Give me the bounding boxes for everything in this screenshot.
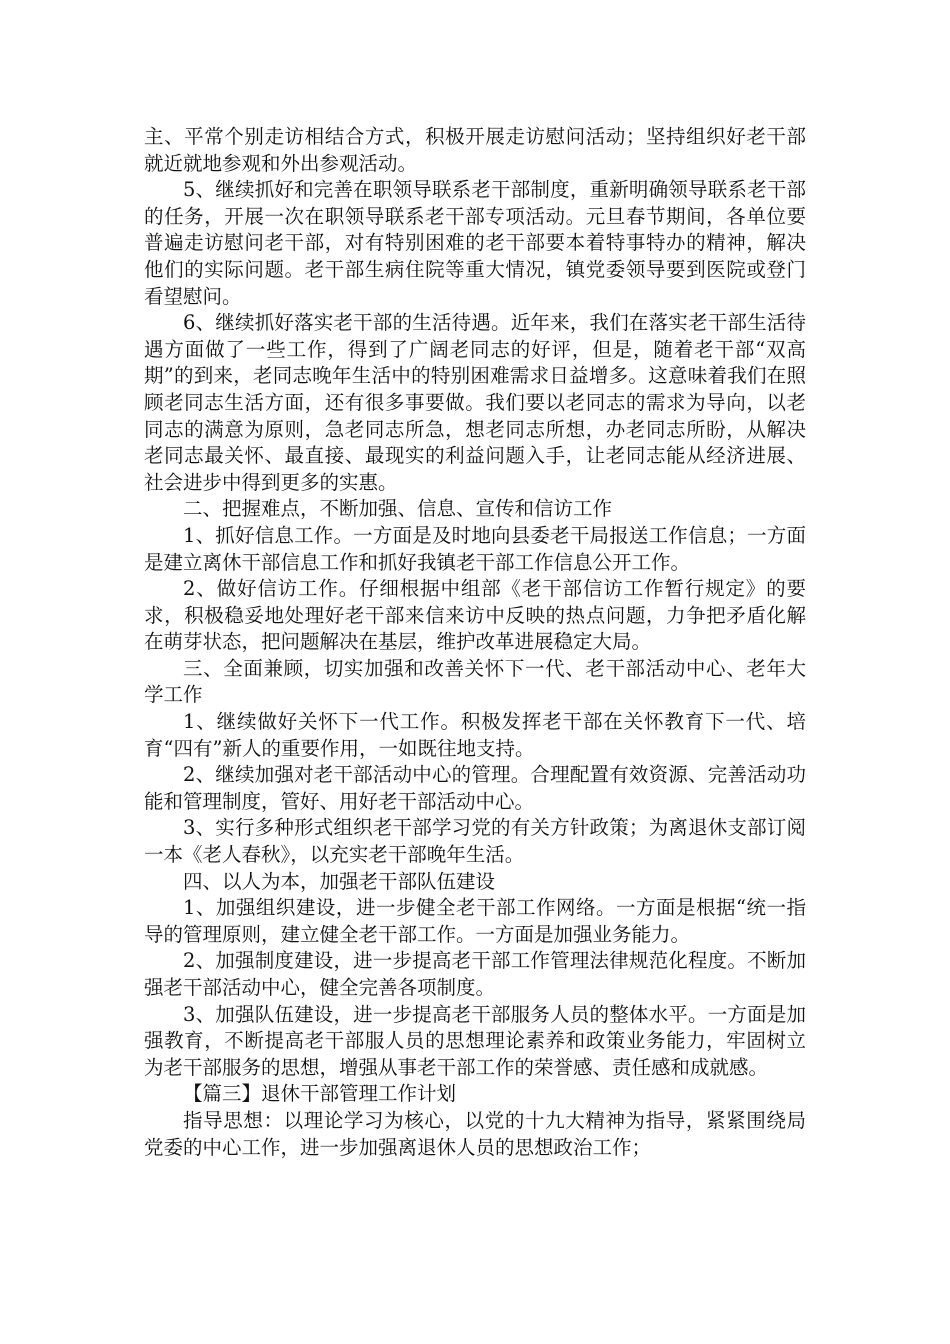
paragraph-12: 1、加强组织建设，进一步健全老干部工作网络。一方面是根据“统一指导的管理原则，建立健全老干部工作。一方面是加强业务能力。 <box>144 896 806 946</box>
paragraph-16: 指导思想：以理论学习为核心，以党的十九大精神为指导，紧紧围绕局党委的中心工作，进一步加强离退休人员的思想政治工作； <box>144 1108 806 1159</box>
paragraph-10: 3、实行多种形式组织老干部学习党的有关方针政策；为离退休支部订阅一本《老人春秋》，以充实老干部晚年生活。 <box>144 816 806 867</box>
part-three-heading: 【篇三】退休干部管理工作计划 <box>183 1082 457 1106</box>
paragraph-6: 2、做好信访工作。仔细根据中组部《老干部信访工作暂行规定》的要求，积极稳妥地处理好老干部来信来访中反映的热点问题，力争把矛盾化解在萌芽状态，把问题解决在基层，维护改革进展稳定大局。 <box>144 577 806 654</box>
paragraph-8: 1、继续做好关怀下一代工作。积极发挥老干部在关怀教育下一代、培育“四有”新人的重要作用，一如既往地支持。 <box>144 710 806 760</box>
paragraph-14: 3、加强队伍建设，进一步提高老干部服务人员的整体水平。一方面是加强教育，不断提高老干部服人员的思想理论素养和政策业务能力，牢固树立为老干部服务的思想，增强从事老干部工作的荣誉感、责任感和成就感。 <box>144 1002 806 1079</box>
section-heading-3: 三、全面兼顾，切实加强和改善关怀下一代、老干部活动中心、老年大学工作 <box>144 656 806 707</box>
paragraph-9: 2、继续加强对老干部活动中心的管理。合理配置有效资源、完善活动功能和管理制度，管好、用好老干部活动中心。 <box>144 763 806 813</box>
paragraph-1: 主、平常个别走访相结合方式，积极开展走访慰问活动；坚持组织好老干部就近就地参观和外出参观活动。 <box>144 125 806 175</box>
section-heading-2: 二、把握难点，不断加强、信息、宣传和信访工作 <box>183 497 613 521</box>
paragraph-3: 6、继续抓好落实老干部的生活待遇。近年来，我们在落实老干部生活待遇方面做了一些工作，得到了广阔老同志的好评，但是，随着老干部“双高期”的到来，老同志晚年生活中的特别困难需求日益增多。这意味着我们在照顾老同志生活方面，还有很多事要做。我们要以老同志的需求为导向，以老同志的满意为原则，急老同志所急，想老同志所想，办老同志所盼，从解决老同志最关怀、最直接、最现实的利益问题入手，让老同志能从经济进展、社会进步中得到更多的实惠。 <box>144 311 806 494</box>
paragraph-13: 2、加强制度建设，进一步提高老干部工作管理法律规范化程度。不断加强老干部活动中心，健全完善各项制度。 <box>144 949 806 999</box>
section-heading-4: 四、以人为本，加强老干部队伍建设 <box>183 869 496 893</box>
paragraph-5: 1、抓好信息工作。一方面是及时地向县委老干局报送工作信息；一方面是建立离休干部信息工作和抓好我镇老干部工作信息公开工作。 <box>144 523 806 574</box>
paragraph-2: 5、继续抓好和完善在职领导联系老干部制度，重新明确领导联系老干部的任务，开展一次在职领导联系老干部专项活动。元旦春节期间，各单位要普遍走访慰问老干部，对有特别困难的老干部要本着特事特办的精神，解决他们的实际问题。老干部生病住院等重大情况，镇党委领导要到医院或登门看望慰问。 <box>144 178 806 308</box>
document-body <box>144 124 806 1161</box>
